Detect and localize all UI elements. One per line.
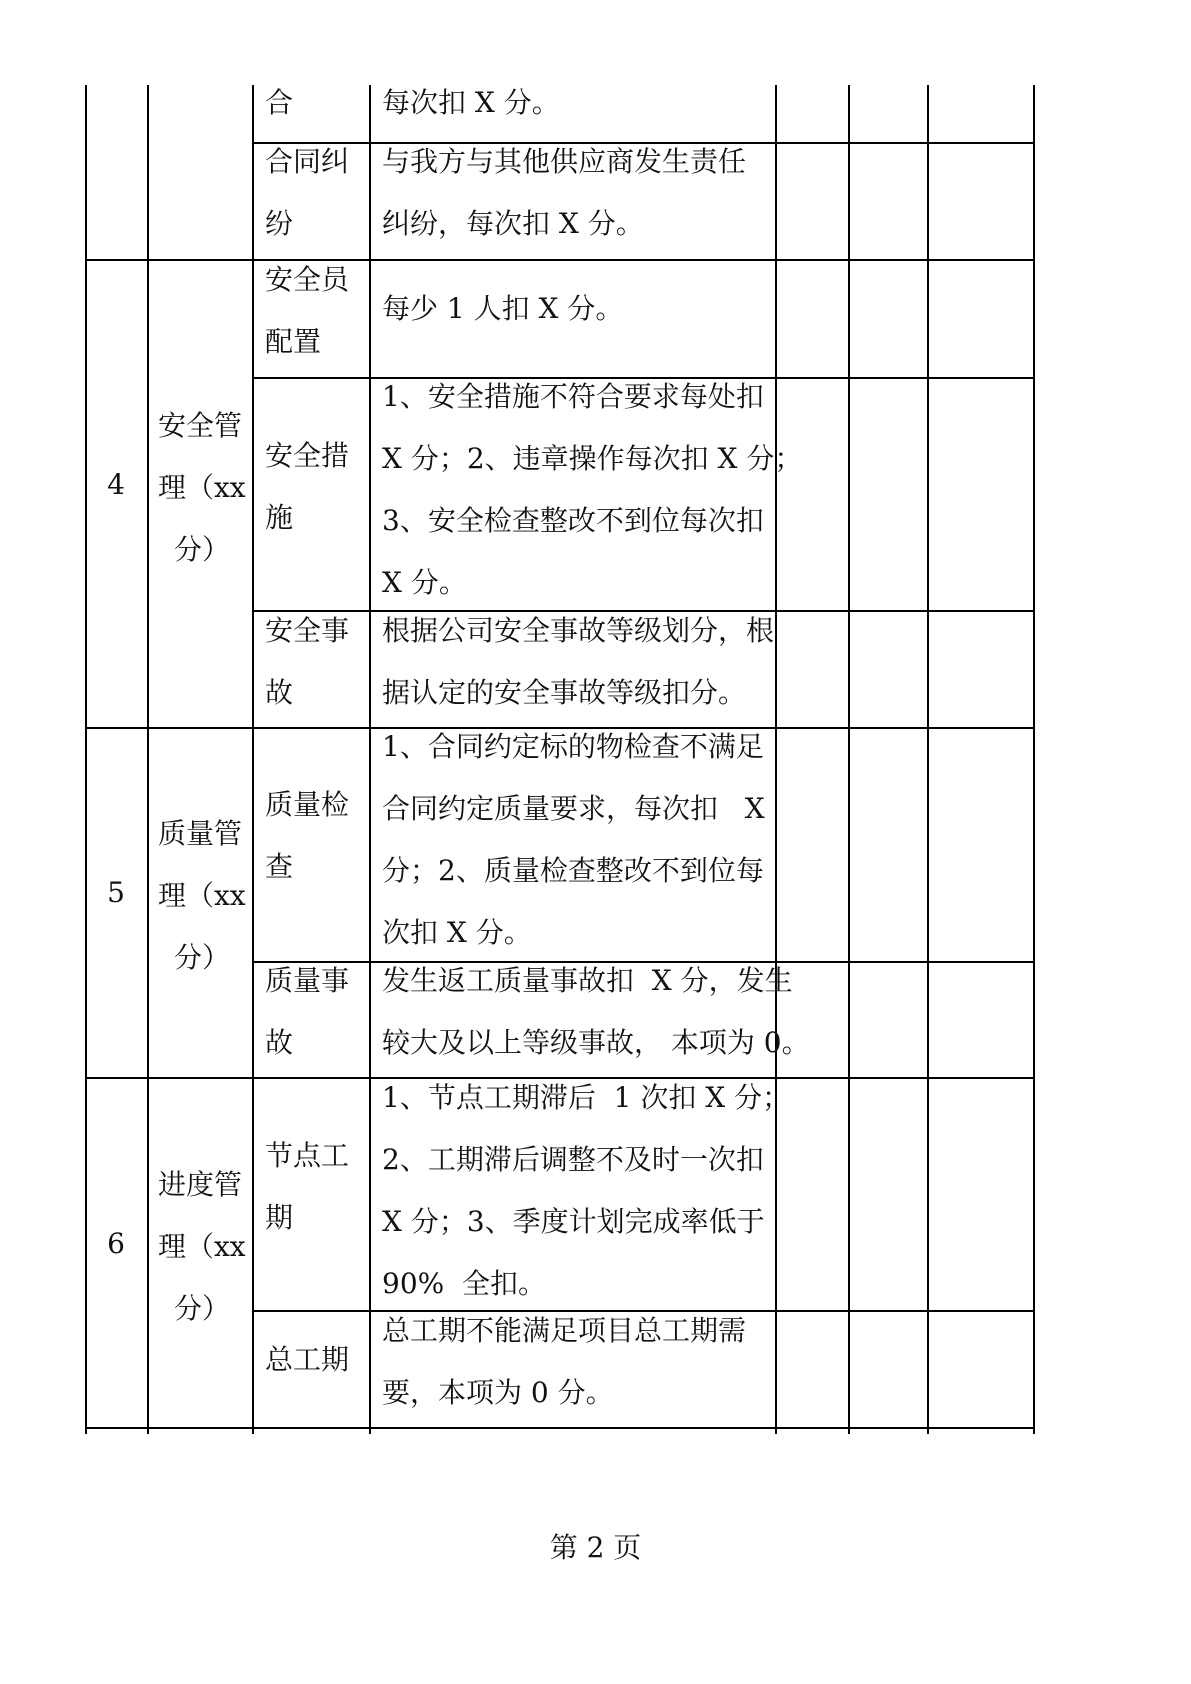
- item-name: 安全事 故: [265, 614, 350, 709]
- row-number: 6: [107, 1227, 125, 1260]
- item-criteria: 每少 1 人扣 X 分。: [382, 292, 624, 325]
- table-border-bottom: [85, 1427, 1035, 1429]
- item-criteria: 与我方与其他供应商发生责任 纠纷，每次扣 X 分。: [382, 145, 747, 240]
- column-divider: [252, 85, 254, 1434]
- category-name: 质量管 理（xx 分）: [158, 817, 246, 974]
- item-criteria: 总工期不能满足项目总工期需 要，本项为 0 分。: [382, 1314, 747, 1409]
- item-name: 安全措 施: [265, 439, 350, 534]
- row-divider: [85, 259, 1035, 261]
- item-criteria: 1、合同约定标的物检查不满足 合同约定质量要求，每次扣 X 分；2、质量检查整改不到位每 次扣 X 分。: [382, 730, 765, 949]
- row-number: 4: [107, 468, 125, 501]
- category-name: 进度管 理（xx 分）: [158, 1168, 246, 1325]
- item-name: 总工期: [265, 1343, 350, 1376]
- row-number: 5: [107, 876, 125, 909]
- item-name: 质量事 故: [265, 964, 350, 1059]
- column-divider: [848, 85, 850, 1434]
- item-criteria: 每次扣 X 分。: [382, 86, 560, 119]
- item-name: 合: [265, 86, 294, 119]
- item-criteria: 发生返工质量事故扣 X 分，发生 较大及以上等级事故， 本项为 0。: [382, 964, 810, 1059]
- category-name: 安全管 理（xx 分）: [158, 409, 246, 566]
- column-divider: [147, 85, 149, 1434]
- column-divider: [369, 85, 371, 1434]
- item-name: 合同纠 纷: [265, 145, 350, 240]
- item-criteria: 根据公司安全事故等级划分，根 据认定的安全事故等级扣分。: [382, 614, 775, 709]
- item-name: 质量检 查: [265, 788, 350, 883]
- item-name: 节点工 期: [265, 1139, 350, 1234]
- item-name: 安全员 配置: [265, 263, 350, 358]
- column-divider: [927, 85, 929, 1434]
- item-criteria: 1、安全措施不符合要求每处扣 X 分；2、违章操作每次扣 X 分； 3、安全检查整改不到位每次扣 X 分。: [382, 380, 803, 599]
- item-criteria: 1、节点工期滞后 1 次扣 X 分； 2、工期滞后调整不及时一次扣 X 分；3、季度计划完成率低于 90% 全扣。: [382, 1081, 791, 1300]
- table-border-right: [1033, 85, 1035, 1434]
- page-number: 第 2 页: [549, 1531, 642, 1564]
